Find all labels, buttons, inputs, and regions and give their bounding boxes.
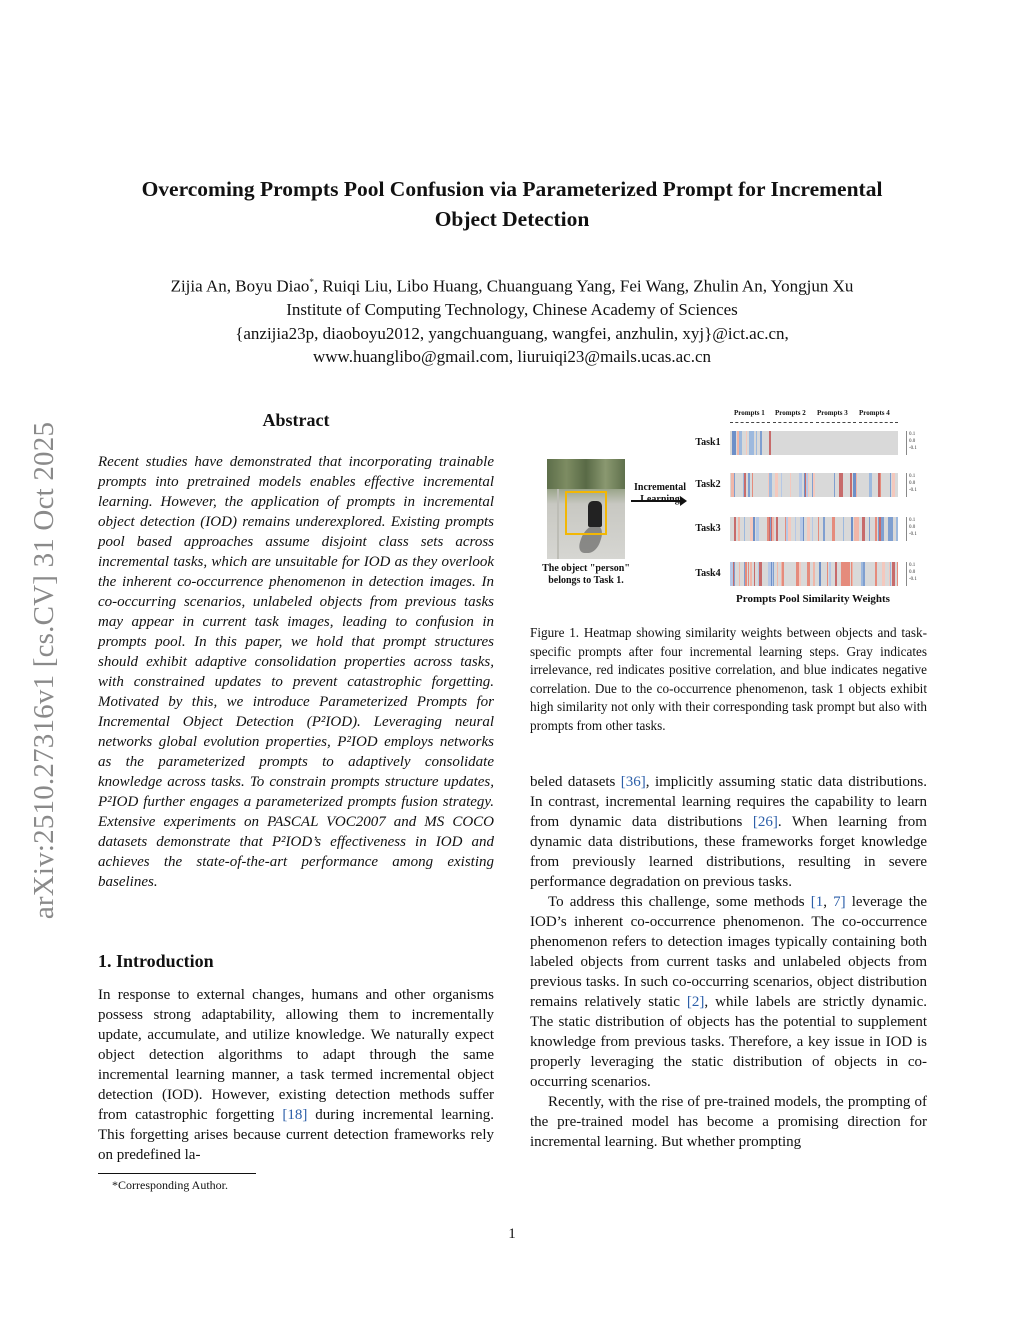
heatmap-cell xyxy=(850,473,852,497)
heatmap-cell xyxy=(770,517,771,541)
author-list: Zijia An, Boyu Diao*, Ruiqi Liu, Libo Huang, Chuanguang Yang, Fei Wang, Zhulin An, Yongjun Xu xyxy=(170,276,854,296)
color-legend: 0.1 0.0 -0.1 xyxy=(906,473,928,497)
heatmap-cell xyxy=(892,562,895,586)
heatmap-cell xyxy=(790,473,791,497)
heatmap-cell xyxy=(756,431,757,455)
title-line-1: Overcoming Prompts Pool Confusion via Parameterized Prompt for Incremental xyxy=(141,177,883,201)
heatmap-cell xyxy=(843,517,844,541)
photo-caption: The object "person" belongs to Task 1. xyxy=(542,563,630,586)
email-line-1: {anzijia23p, diaoboyu2012, yangchuanguang, wangfei, anzhulin, xyj}@ict.ac.cn, xyxy=(235,323,789,343)
prompt-label: Prompts 1 xyxy=(734,409,765,417)
prompt-label: Prompts 3 xyxy=(817,409,848,417)
prompt-label: Prompts 2 xyxy=(775,409,806,417)
heatmap-title: Prompts Pool Similarity Weights xyxy=(736,593,890,605)
person-bounding-box xyxy=(565,491,607,535)
heatmap-cell xyxy=(769,473,772,497)
heatmap-cell xyxy=(772,517,774,541)
heatmap-cell xyxy=(882,517,884,541)
color-legend: 0.1 0.0 -0.1 xyxy=(906,517,928,541)
heatmap-cell xyxy=(823,517,825,541)
heatmap-cell xyxy=(896,517,898,541)
heatmap-cell xyxy=(813,562,815,586)
heatmap-cell xyxy=(752,431,754,455)
heatmap-row-task3 xyxy=(730,517,898,541)
heatmap-cell xyxy=(869,517,870,541)
task-label: Task2 xyxy=(695,479,721,490)
heatmap-cell xyxy=(752,473,753,497)
heatmap-cell xyxy=(833,517,835,541)
heatmap-cell xyxy=(813,473,815,497)
arrow-icon xyxy=(631,500,685,502)
heatmap-cell xyxy=(748,562,749,586)
heatmap-cell xyxy=(875,517,877,541)
email-line-2: www.huanglibo@gmail.com, liuruiqi23@mails.ucas.ac.cn xyxy=(313,347,711,367)
incremental-learning-label: Incremental xyxy=(633,482,687,493)
citation-link[interactable]: [1 xyxy=(810,894,824,910)
corresponding-mark: * xyxy=(309,277,314,287)
paragraph: Recently, with the rise of pre-trained models, the prompting of the pre-trained model has become a promising direction for incremental learning. But whether prompting xyxy=(530,1094,927,1150)
heatmap-cell xyxy=(756,517,759,541)
heatmap-cell xyxy=(768,473,769,497)
citation-link[interactable]: [26] xyxy=(752,814,778,830)
heatmap-cell xyxy=(890,473,891,497)
heatmap-cell xyxy=(734,517,736,541)
heatmap-cell xyxy=(788,517,791,541)
heatmap-cell xyxy=(771,562,772,586)
heatmap-cell xyxy=(752,562,753,586)
street-photo xyxy=(547,459,625,559)
heatmap-row-task4 xyxy=(730,562,898,586)
heatmap-cell xyxy=(807,562,810,586)
heatmap-cell xyxy=(796,562,799,586)
citation-link[interactable]: [36] xyxy=(620,774,646,790)
heatmap-cell xyxy=(828,517,829,541)
heatmap-cell xyxy=(880,473,881,497)
heatmap-cell xyxy=(739,431,742,455)
heatmap-cell xyxy=(744,517,745,541)
heatmap-cell xyxy=(869,473,872,497)
page-number: 1 xyxy=(508,1226,516,1242)
heatmap-cell xyxy=(857,562,859,586)
footnote-rule xyxy=(98,1173,256,1174)
heatmap-cell xyxy=(760,431,762,455)
heatmap-cell xyxy=(746,431,747,455)
paper-title xyxy=(95,174,929,234)
heatmap-cell xyxy=(800,517,803,541)
color-legend: 0.1 0.0 -0.1 xyxy=(906,562,928,586)
heatmap-cell xyxy=(777,562,778,586)
heatmap-cell xyxy=(807,517,810,541)
task-label: Task4 xyxy=(695,568,721,579)
introduction-heading: 1. Introduction xyxy=(98,951,214,971)
heatmap-cell xyxy=(829,562,831,586)
heatmap-cell xyxy=(781,473,782,497)
heatmap-cell xyxy=(799,562,801,586)
citation-link[interactable]: [18] xyxy=(282,1107,308,1123)
heatmap-cell xyxy=(738,517,740,541)
heatmap-cell xyxy=(776,517,778,541)
arxiv-sidebar xyxy=(22,375,68,965)
heatmap-cell xyxy=(754,562,755,586)
heatmap-cell xyxy=(733,562,734,586)
heatmap-cell xyxy=(882,562,885,586)
prompt-span-marker xyxy=(773,422,813,423)
title-line-2: Object Detection xyxy=(434,207,590,231)
heatmap-cell xyxy=(734,473,735,497)
heatmap-cell xyxy=(835,562,837,586)
heatmap-cell xyxy=(841,562,844,586)
heatmap-cell xyxy=(891,517,893,541)
heatmap-row-task2 xyxy=(730,473,898,497)
heatmap-cell xyxy=(834,473,835,497)
heatmap-cell xyxy=(751,562,752,586)
heatmap-cell xyxy=(767,517,769,541)
heatmap-cell xyxy=(818,517,819,541)
heatmap-cell xyxy=(799,473,802,497)
abstract-heading: Abstract xyxy=(262,410,330,430)
prompt-label: Prompts 4 xyxy=(859,409,890,417)
heatmap-cell xyxy=(847,562,850,586)
heatmap-cell xyxy=(748,473,750,497)
prompt-span-marker xyxy=(859,422,898,423)
right-column-text xyxy=(530,772,927,1152)
heatmap-cell xyxy=(881,517,882,541)
heatmap-cell xyxy=(775,473,778,497)
heatmap-cell xyxy=(753,517,755,541)
citation-link[interactable]: 7] xyxy=(833,894,846,910)
heatmap-cell xyxy=(875,562,877,586)
heatmap-cell xyxy=(856,517,859,541)
color-legend: 0.1 0.0 -0.1 xyxy=(906,431,928,455)
task-label: Task3 xyxy=(695,523,721,534)
figure-1-caption: Figure 1. Heatmap showing similarity weights between objects and task-specific prompts after four incremental learning steps. Gray indicates irrelevance, red indicates positive correlation, and blue indicates negative correlation. Due to the co-occurrence phenomenon, task 1 objects exhibit high similarity not only with their corresponding task prompt but also with prompts from other tasks. xyxy=(530,625,927,733)
introduction-paragraph: In response to external changes, humans and other organisms possess strong adaptability, allowing them to incrementally update, accumulate, and utilize knowledge. We naturally expect object detection algorithms to adapt through the same incremental learning manner, a task termed incremental object detection (IOD). However, existing detection methods suffer from catastrophic forgetting [18] during incremental learning. This forgetting arises because current detection frameworks rely on predefined la- xyxy=(98,987,494,1163)
heatmap-cell xyxy=(824,562,827,586)
heatmap-cell xyxy=(852,562,853,586)
heatmap-cell xyxy=(851,517,853,541)
heatmap-cell xyxy=(819,562,821,586)
heatmap-cell xyxy=(808,473,809,497)
heatmap-cell xyxy=(851,562,852,586)
heatmap-cell xyxy=(759,562,762,586)
footnote: *Corresponding Author. xyxy=(112,1178,228,1192)
prompt-span-marker xyxy=(730,422,770,423)
task-label: Task1 xyxy=(695,437,721,448)
author-block xyxy=(95,271,929,369)
heatmap-cell xyxy=(782,562,784,586)
paragraph: To address this challenge, some methods [1, 7] leverage the IOD’s inherent co-occurrence phenomenon. The co-occurrence phenomenon refers to detection images typically containing both labeled objects from current tasks and unlabeled objects from previous tasks. In such co-occurring scenarios, object distribution remains relatively static [2], while labels are strictly dynamic. The static distribution of objects has the potential to supplement knowledge from previous tasks. Therefore, a key issue in IOD is properly leveraging the static distribution of objects in co-occurring scenarios. xyxy=(530,894,928,1090)
heatmap-cell xyxy=(743,473,744,497)
heatmap-cell xyxy=(862,517,865,541)
heatmap-cell xyxy=(812,473,813,497)
heatmap-cell xyxy=(840,473,843,497)
heatmap-row-task1 xyxy=(730,431,898,455)
heatmap-cell xyxy=(804,517,807,541)
heatmap-cell xyxy=(745,562,747,586)
heatmap-cell xyxy=(769,431,771,455)
heatmap-cell xyxy=(750,517,752,541)
heatmap-cell xyxy=(812,517,813,541)
paragraph: beled datasets [36], implicitly assuming static data distributions. In contrast, incremental learning requires the capability to learn from dynamic data distributions [26]. When learning from dynamic data distributions, these frameworks forget knowledge from previously learned distributions, resulting in severe performance degradation on previous tasks. xyxy=(530,774,927,890)
abstract-text: Recent studies have demonstrated that incorporating trainable prompts into pretrained models enables effective incremental learning. However, the application of prompts in incremental object detection (IOD) remains underexplored. Existing prompts pool based approaches assume disjoint class sets across incremental tasks, which are unsuitable for IOD as they overlook the inherent co-occurrence phenomenon in detection images. In co-occurring scenarios, unlabeled objects from previous tasks may appear in current task images, leading to confusion in prompts pool. In this paper, we hold that prompt structures should exhibit adaptive consolidation properties across tasks, with constrained updates to prevent catastrophic forgetting. Motivated by this, we introduce Parameterized Prompts for Incremental Object Detection (P²IOD). Leveraging neural networks global evolution properties, P²IOD employs networks as the parameterized prompts to adaptively consolidate knowledge across tasks. To constrain prompts structure updates, P²IOD further engages a parameterized prompts fusion strategy. Extensive experiments on PASCAL VOC2007 and MS COCO datasets demonstrate that P²IOD’s effectiveness in IOD and achieves the state-of-the-art performance among existing baselines. xyxy=(98,454,494,890)
heatmap-cell xyxy=(831,473,833,497)
heatmap-cell xyxy=(879,517,881,541)
heatmap-cell xyxy=(751,431,752,455)
heatmap-cell xyxy=(897,562,898,586)
heatmap-cell xyxy=(739,562,740,586)
heatmap-cell xyxy=(889,562,890,586)
figure-1 xyxy=(528,405,928,610)
heatmap-cell xyxy=(813,517,816,541)
heatmap-cell xyxy=(731,473,734,497)
citation-link[interactable]: [2] xyxy=(686,994,705,1010)
prompt-span-marker xyxy=(816,422,856,423)
heatmap-cell xyxy=(804,473,805,497)
affiliation: Institute of Computing Technology, Chinese Academy of Sciences xyxy=(286,300,738,320)
arxiv-identifier: arXiv:2510.27316v1 [cs.CV] 31 Oct 2025 xyxy=(28,421,61,919)
heatmap-cell xyxy=(863,562,865,586)
heatmap-cell xyxy=(795,517,796,541)
heatmap-cell xyxy=(737,431,739,455)
heatmap-cell xyxy=(755,473,758,497)
heatmap-cell xyxy=(854,473,856,497)
heatmap-cell xyxy=(734,431,736,455)
heatmap-cell xyxy=(768,562,770,586)
heatmap-cell xyxy=(892,473,895,497)
